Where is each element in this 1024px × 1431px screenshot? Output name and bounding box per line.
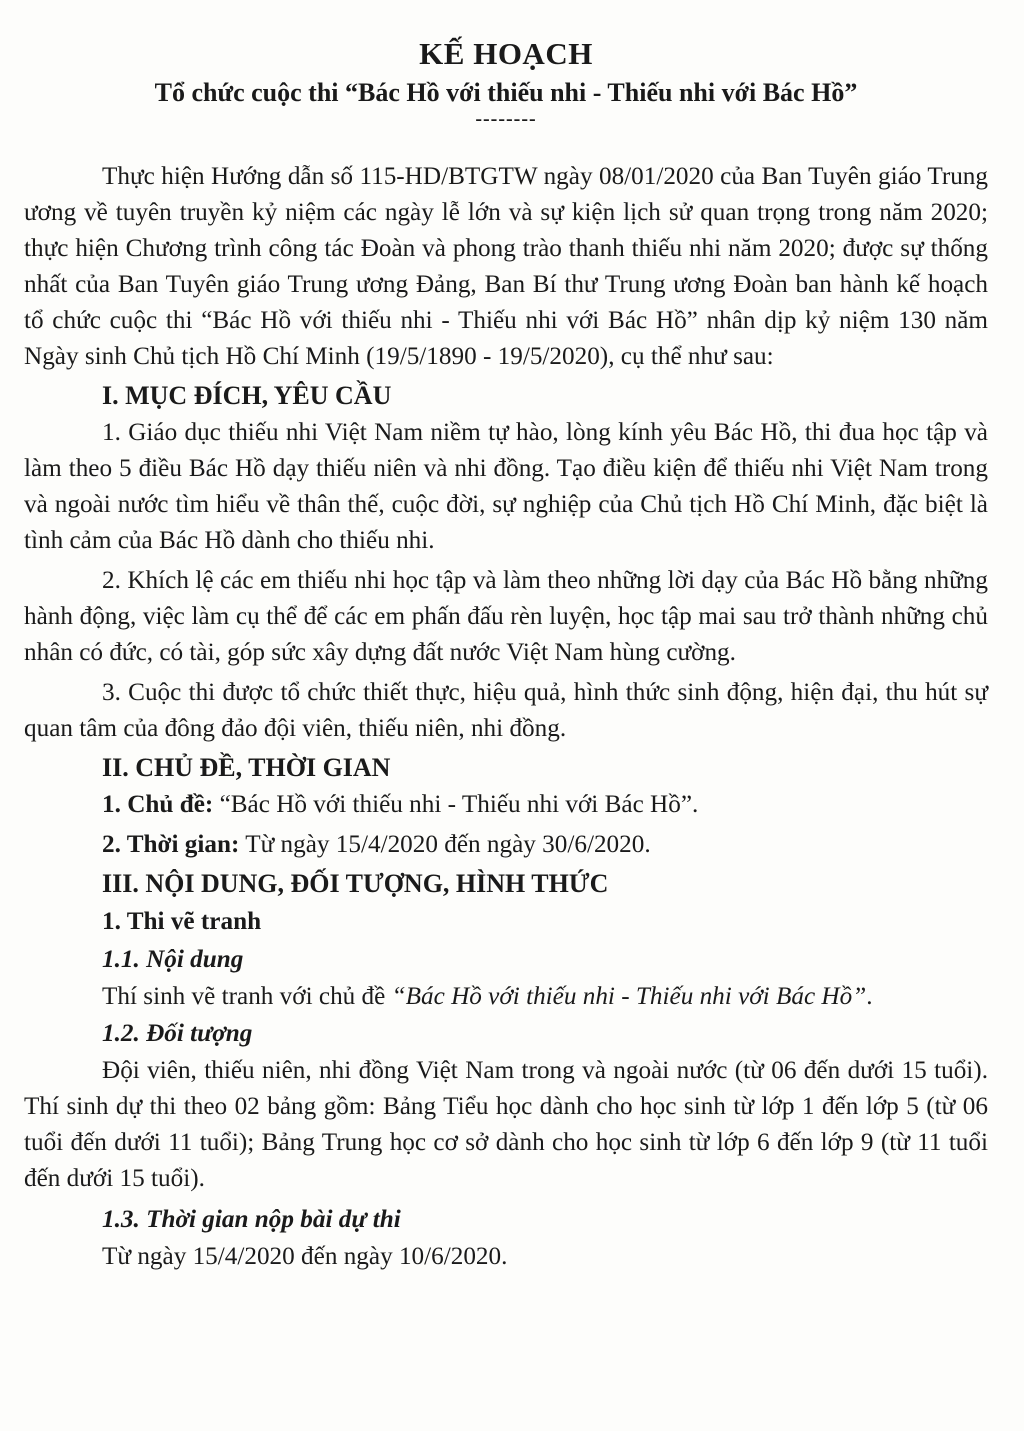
deadline-paragraph: Từ ngày 15/4/2020 đến ngày 10/6/2020.: [102, 1243, 508, 1270]
title-divider: --------: [475, 108, 537, 130]
section-1-item-3: 3. Cuộc thi được tổ chức thiết thực, hiệu quả, hình thức sinh động, hiện đại, thu hút sự quan tâm của đông đảo đội viên, thiếu niên, nhi đồng.: [24, 679, 988, 742]
section-1-item-2: 2. Khích lệ các em thiếu nhi học tập và làm theo những lời dạy của Bác Hồ bằng những hành động, việc làm cụ thể để các em phấn đấu rèn luyện, học tập mai sau trở thành những chủ nhân có đức, có tài, góp sức xây dựng đất nước Việt Nam hùng cường.: [24, 567, 988, 666]
section-3-heading: III. NỘI DUNG, ĐỐI TƯỢNG, HÌNH THỨC: [102, 869, 609, 898]
time-value: Từ ngày 15/4/2020 đến ngày 30/6/2020.: [239, 831, 651, 858]
content-prefix: Thí sinh vẽ tranh với chủ đề: [102, 983, 392, 1010]
section-1-heading: I. MỤC ĐÍCH, YÊU CẦU: [102, 381, 392, 410]
subsection-deadline-heading: 1.3. Thời gian nộp bài dự thi: [102, 1206, 401, 1233]
content-theme: “Bác Hồ với thiếu nhi - Thiếu nhi với Bác Hồ”: [391, 983, 867, 1010]
time-label: 2. Thời gian:: [102, 831, 240, 858]
theme-line: [24, 787, 988, 823]
subsection-content-heading: 1.1. Nội dung: [102, 946, 244, 973]
section-2-heading: II. CHỦ ĐỀ, THỜI GIAN: [102, 753, 391, 782]
theme-value: “Bác Hồ với thiếu nhi - Thiếu nhi với Bác Hồ”.: [213, 791, 699, 818]
document-subtitle: Tổ chức cuộc thi “Bác Hồ với thiếu nhi - Thiếu nhi với Bác Hồ”: [154, 78, 858, 107]
content-suffix: .: [866, 983, 873, 1010]
intro-paragraph: Thực hiện Hướng dẫn số 115-HD/BTGTW ngày 08/01/2020 của Ban Tuyên giáo Trung ương về tuyên truyền kỷ niệm các ngày lễ lớn và sự kiện lịch sử quan trọng trong năm 2020; thực hiện Chương trình công tác Đoàn và phong trào thanh thiếu nhi năm 2020; được sự thống nhất của Ban Tuyên giáo Trung ương Đảng, Ban Bí thư Trung ương Đoàn ban hành kế hoạch tổ chức cuộc thi “Bác Hồ với thiếu nhi - Thiếu nhi với Bác Hồ” nhân dịp kỷ niệm 130 năm Ngày sinh Chủ tịch Hồ Chí Minh (19/5/1890 - 19/5/2020), cụ thể như sau:: [24, 163, 988, 370]
subsection-audience-heading: 1.2. Đối tượng: [102, 1020, 253, 1047]
audience-paragraph: Đội viên, thiếu niên, nhi đồng Việt Nam trong và ngoài nước (từ 06 đến dưới 15 tuổi). Thí sinh dự thi theo 02 bảng gồm: Bảng Tiểu học dành cho học sinh từ lớp 1 đến lớp 5 (từ 06 tuổi đến dưới 11 tuổi); Bảng Trung học cơ sở dành cho học sinh từ lớp 6 đến lớp 9 (từ 11 tuổi đến dưới 15 tuổi).: [24, 1057, 988, 1192]
subsection-drawing-contest: 1. Thi vẽ tranh: [102, 908, 262, 935]
content-paragraph: [24, 979, 988, 1015]
document-title: KẾ HOẠCH: [419, 36, 593, 71]
section-1-item-1: 1. Giáo dục thiếu nhi Việt Nam niềm tự hào, lòng kính yêu Bác Hồ, thi đua học tập và làm theo 5 điều Bác Hồ dạy thiếu niên và nhi đồng. Tạo điều kiện để thiếu nhi Việt Nam trong và ngoài nước tìm hiểu về thân thế, cuộc đời, sự nghiệp của Chủ tịch Hồ Chí Minh, đặc biệt là tình cảm của Bác Hồ dành cho thiếu nhi.: [24, 419, 988, 554]
time-line: [24, 827, 988, 863]
theme-label: 1. Chủ đề:: [102, 791, 214, 818]
